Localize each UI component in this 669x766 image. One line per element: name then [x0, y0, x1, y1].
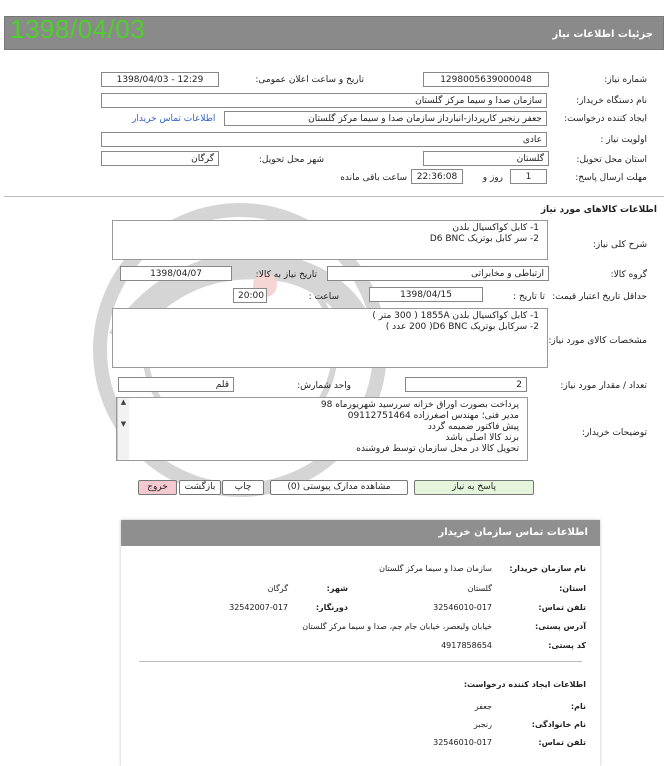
notes-line: پرداخت بصورت اوراق خزانه سررسید شهریورماه 98 — [320, 400, 519, 410]
creator-label: ایجاد کننده درخواست: — [564, 114, 647, 124]
summary-label: شرح کلی نیاز: — [592, 240, 647, 250]
specs-label: مشخصات کالای مورد نیاز: — [548, 336, 647, 346]
fax-label: دورنگار: — [315, 603, 348, 612]
unit-label: واحد شمارش: — [297, 381, 351, 391]
group-field: ارتباطی و مخابراتی — [327, 266, 549, 281]
notes-line: تحویل کالا در محل سازمان توسط فروشنده — [356, 444, 519, 454]
creator-phone-value: 32546010-017 — [433, 738, 492, 747]
contact-info-link[interactable]: اطلاعات تماس خریدار — [132, 114, 216, 124]
phone-value: 32546010-017 — [433, 603, 492, 612]
specs-line: 2- سرکابل بوتریک D6 BNC( 200 عدد ) — [385, 322, 539, 332]
specs-field — [112, 308, 548, 368]
priority-field: عادی — [101, 132, 547, 147]
announce-field: 1398/04/03 - 12:29 — [101, 72, 219, 87]
announce-label: تاریخ و ساعت اعلان عمومی: — [255, 75, 364, 85]
org-label: نام سازمان خریدار: — [509, 564, 586, 573]
date-stamp: 1398/04/03 — [10, 14, 146, 44]
address-label: آدرس پستی: — [535, 622, 586, 631]
contact-card — [121, 520, 600, 766]
city-field: گرگان — [101, 151, 219, 166]
contact-card-title: اطلاعات تماس سازمان خریدار — [438, 527, 588, 538]
need-date-field: 1398/04/07 — [120, 266, 232, 281]
family-value: رنجبر — [473, 720, 492, 729]
remaining-label: ساعت باقی مانده — [340, 173, 407, 183]
goods-section-title: اطلاعات کالاهای مورد نیاز — [540, 205, 657, 215]
notes-field[interactable] — [116, 397, 528, 461]
city-label: شهر محل تحویل: — [258, 155, 324, 165]
price-valid-label: حداقل تاریخ اعتبار قیمت: — [552, 292, 647, 302]
buyer-org-field: سازمان صدا و سیما مرکز گلستان — [101, 93, 547, 108]
province-card-value: گلستان — [467, 584, 492, 593]
until-date-label: تا تاریخ : — [513, 292, 545, 302]
card-divider — [139, 661, 582, 662]
city-card-value: گرگان — [267, 584, 288, 593]
attachments-button[interactable]: مشاهده مدارک پیوستی (0) — [270, 480, 408, 495]
need-date-label: تاریخ نیاز به کالا: — [255, 270, 317, 280]
province-field: گلستان — [423, 151, 549, 166]
deadline-label: مهلت ارسال پاسخ: — [575, 173, 647, 183]
notes-label: توضیحات خریدار: — [581, 428, 647, 438]
scroll-up-icon[interactable]: ▲ — [120, 398, 127, 406]
family-label: نام خانوادگی: — [531, 720, 586, 729]
address-value: خیابان ولیعصر، خیابان جام جم، صدا و سیما مرکز گلستان — [302, 622, 492, 631]
name-label: نام: — [570, 702, 586, 711]
hour-field: 20:00 — [233, 288, 267, 303]
deadline-days-field: 1 — [510, 169, 547, 184]
notes-line: پیش فاکتور ضمیمه گردد — [427, 422, 519, 432]
days-word: روز و — [482, 173, 503, 183]
exit-button[interactable]: خروج — [138, 480, 177, 495]
org-value: سازمان صدا و سیما مرکز گلستان — [379, 564, 492, 573]
postal-label: کد پستی: — [548, 641, 586, 650]
reply-button[interactable]: پاسخ به نیاز — [414, 480, 534, 495]
province-label: استان محل تحویل: — [576, 155, 647, 165]
specs-line: 1- کابل کواکسیال بلدن 1855A ( 300 متر ) — [372, 311, 539, 321]
priority-label: اولویت نیاز : — [600, 135, 647, 145]
summary-line: 1- کابل کواکسیال بلدن — [452, 223, 539, 233]
unit-field: قلم — [118, 377, 234, 392]
deadline-time-field: 22:36:08 — [411, 169, 463, 184]
name-value: جعفر — [474, 702, 492, 711]
qty-label: تعداد / مقدار مورد نیاز: — [560, 381, 647, 391]
notes-scrollbar[interactable] — [117, 398, 129, 460]
buyer-org-label: نام دستگاه خریدار: — [576, 96, 647, 106]
fax-value: 32542007-017 — [229, 603, 288, 612]
back-button[interactable]: بازگشت — [179, 480, 221, 495]
summary-line: 2- سر کابل بوتریک D6 BNC — [429, 234, 539, 244]
section-divider — [4, 196, 664, 197]
scroll-down-icon[interactable]: ▼ — [120, 420, 127, 428]
qty-field: 2 — [405, 377, 527, 392]
until-date-field: 1398/04/15 — [369, 287, 483, 302]
contact-card-header — [121, 520, 600, 546]
postal-value: 4917858654 — [441, 641, 492, 650]
province-card-label: استان: — [559, 584, 586, 593]
notes-line: برند کالا اصلی باشد — [445, 433, 519, 443]
creator-info-title: اطلاعات ایجاد کننده درخواست: — [463, 680, 586, 689]
need-number-field: 1298005639000048 — [423, 72, 549, 87]
group-label: گروه کالا: — [610, 270, 647, 280]
creator-phone-label: تلفن تماس: — [538, 738, 586, 747]
creator-field: جعفر رنجبر کارپرداز-انبارداز سازمان صدا و سیما مرکز گلستان — [224, 111, 547, 126]
notes-line: مدیر فنی؛ مهندس اصغرزاده 09112751464 — [347, 411, 519, 421]
need-number-label: شماره نیاز: — [604, 75, 647, 85]
print-button[interactable]: چاپ — [222, 480, 264, 495]
phone-label: تلفن تماس: — [538, 603, 586, 612]
city-card-label: شهر: — [326, 584, 348, 593]
summary-field — [112, 220, 548, 260]
page-title: جزئیات اطلاعات نیاز — [552, 29, 653, 40]
hour-label: ساعت : — [308, 292, 339, 302]
